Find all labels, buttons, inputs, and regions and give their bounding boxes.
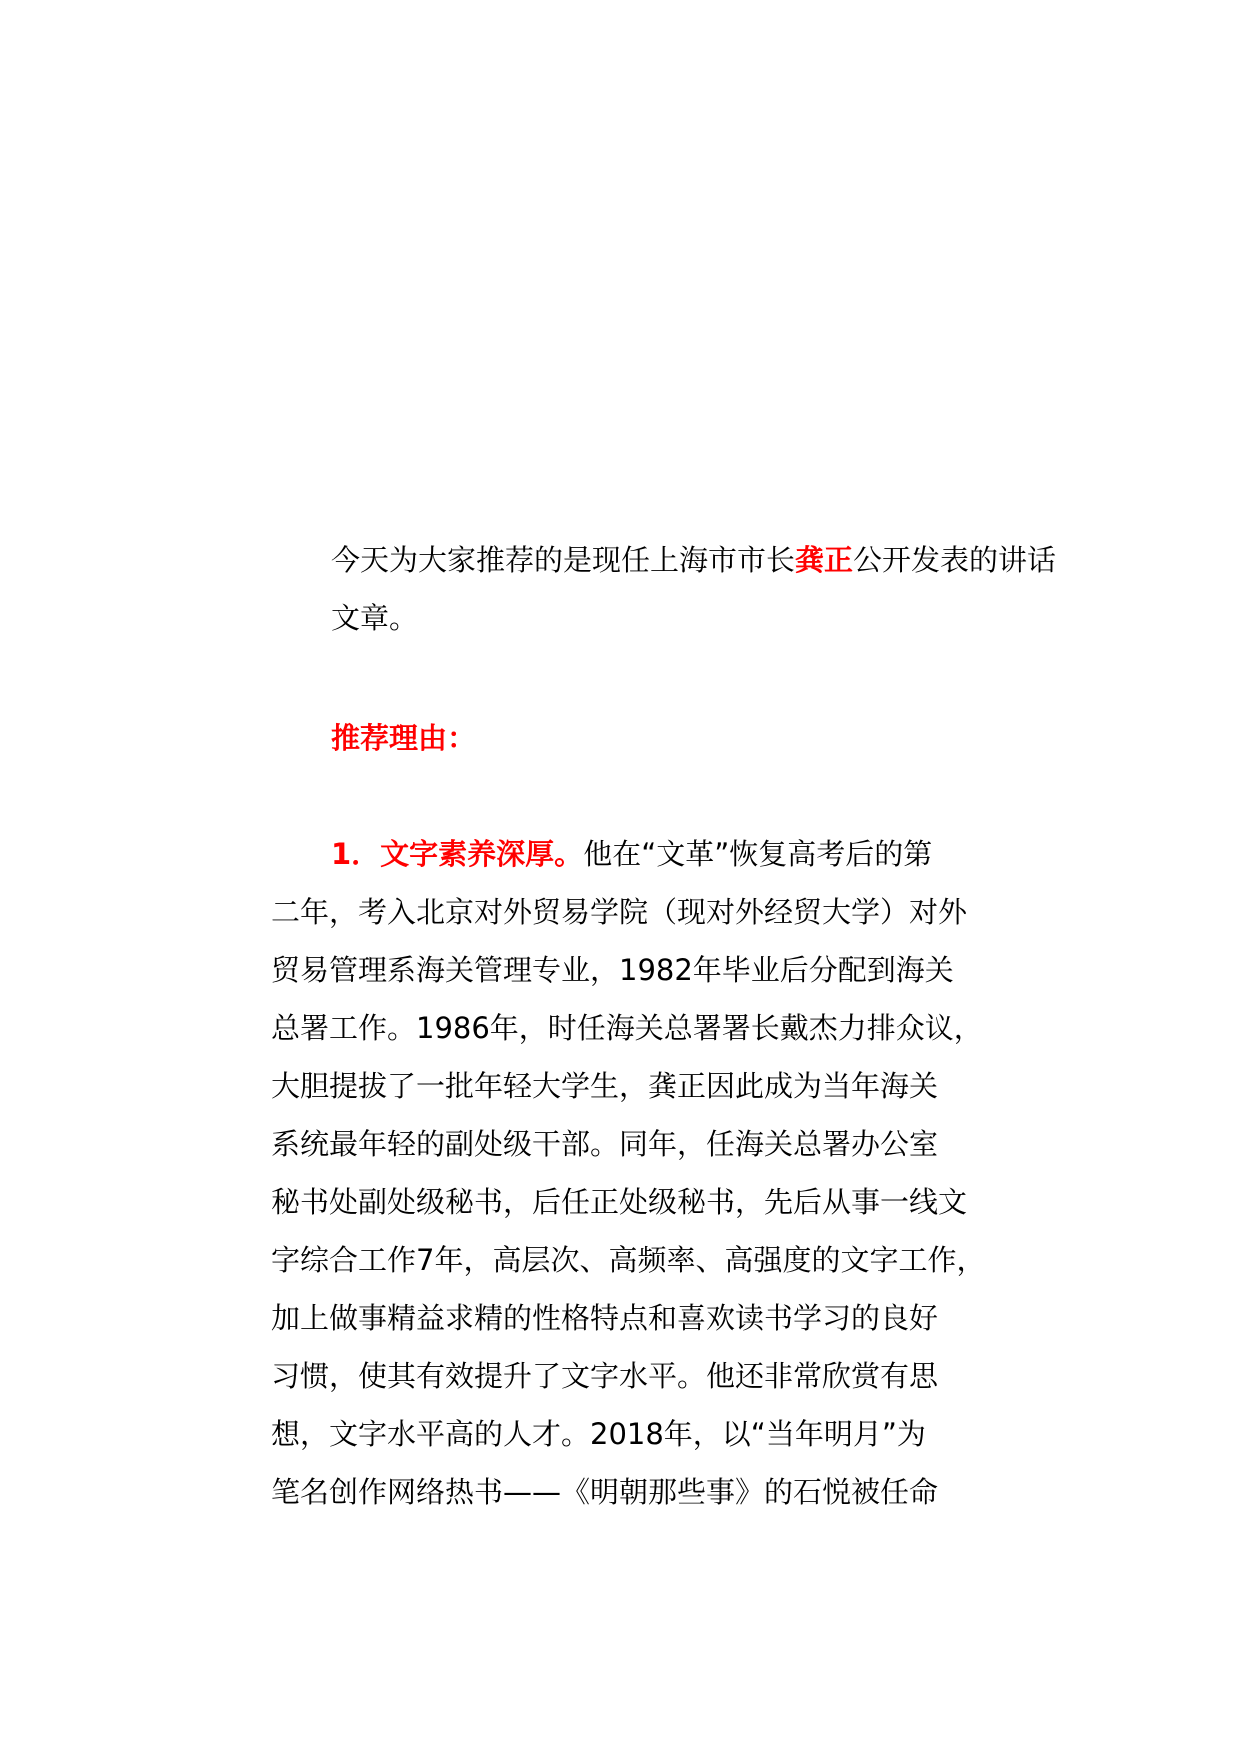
reason-heading: 推荐理由：: [331, 721, 477, 755]
point-1-title: 1．文字素养深厚。: [331, 837, 584, 871]
intro-text-prefix: 今天为大家推荐的是现任上海市市长: [331, 543, 796, 577]
paragraph-line: 加上做事精益求精的性格特点和喜欢读书学习的良好: [271, 1301, 939, 1335]
paragraph-line: 习惯，使其有效提升了文字水平。他还非常欣赏有思: [271, 1359, 939, 1393]
paragraph-line: 字综合工作7年，高层次、高频率、高强度的文字工作，: [271, 1243, 986, 1277]
paragraph-line: 笔名创作网络热书——《明朝那些事》的石悦被任命: [271, 1475, 939, 1509]
paragraph-line: 大胆提拔了一批年轻大学生，龚正因此成为当年海关: [271, 1069, 939, 1103]
intro-line-2: 文章。: [331, 601, 419, 635]
paragraph-line: 贸易管理系海关管理专业，1982年毕业后分配到海关: [271, 953, 954, 987]
paragraph-line: 二年，考入北京对外贸易学院（现对外经贸大学）对外: [271, 895, 968, 929]
intro-text-suffix: 公开发表的讲话: [853, 543, 1057, 577]
paragraph-line: 想，文字水平高的人才。2018年，以“当年明月”为: [271, 1417, 926, 1451]
point-1-first-line: [331, 834, 932, 874]
intro-line-1: [331, 540, 1056, 580]
point-1-first-line-text: 他在“文革”恢复高考后的第: [583, 837, 933, 871]
paragraph-line: 总署工作。1986年，时任海关总署署长戴杰力排众议，: [271, 1011, 983, 1045]
highlighted-name: 龚正: [795, 543, 854, 577]
paragraph-line: 秘书处副处级秘书，后任正处级秘书，先后从事一线文: [271, 1185, 968, 1219]
paragraph-line: 系统最年轻的副处级干部。同年，任海关总署办公室: [271, 1127, 939, 1161]
